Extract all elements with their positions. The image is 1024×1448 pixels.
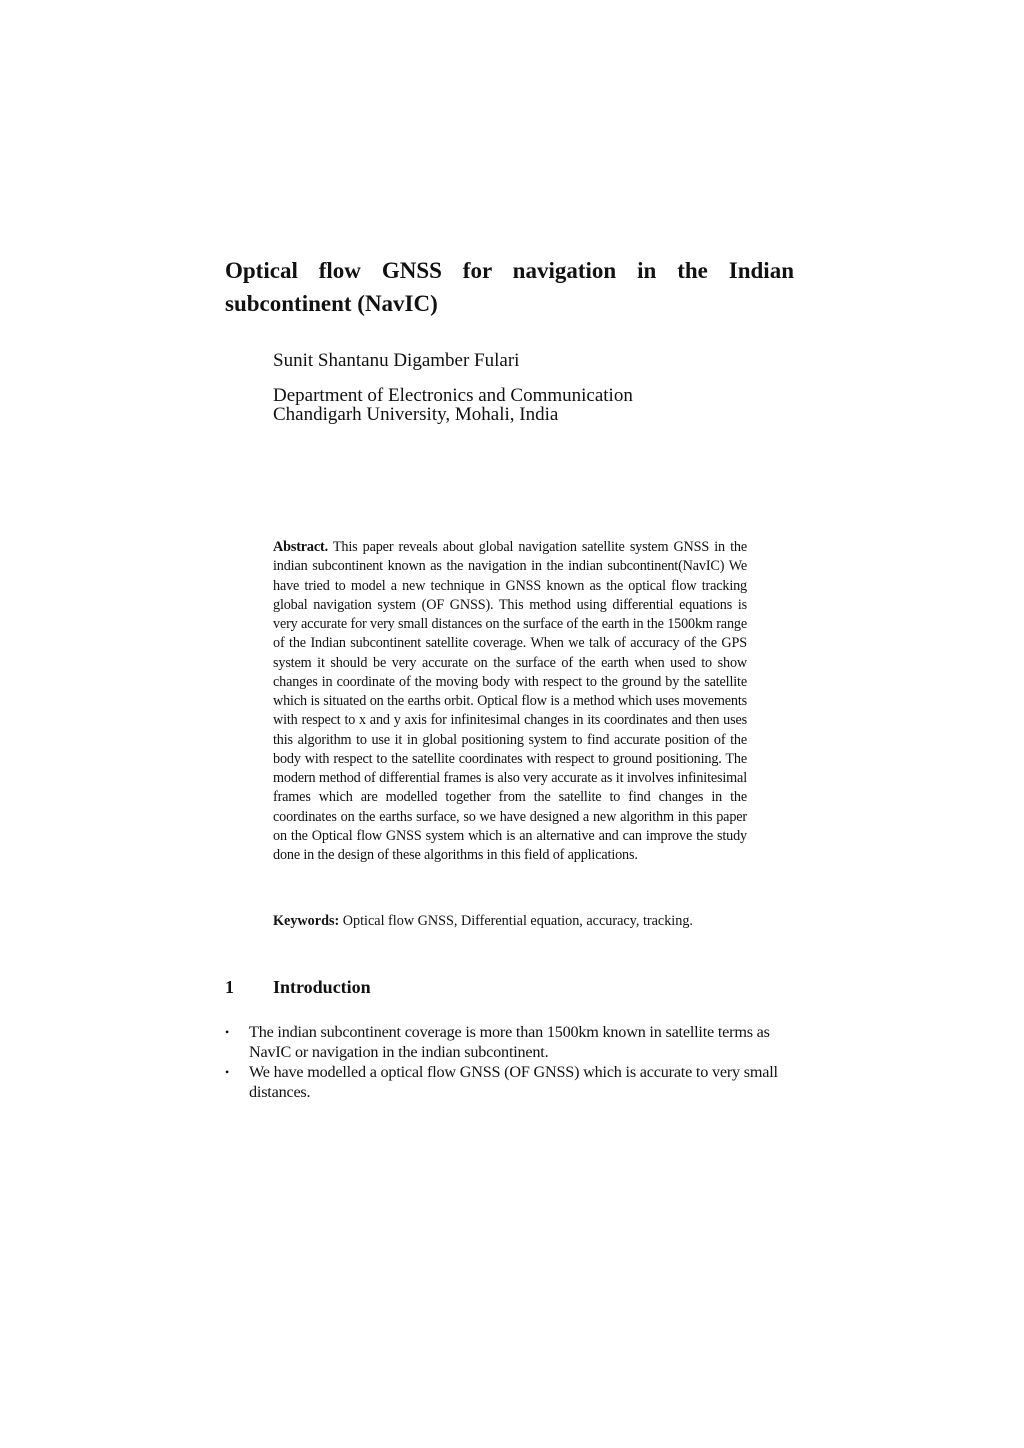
abstract-text: This paper reveals about global navigation satellite system GNSS in the indian subcontinent known as the navigation in the indian subcontinent(NavIC) We have tried to model a new technique in GNSS known as the optical flow tracking global navigation system (OF GNSS). This method using differential equations is very accurate for very small distances on the surface of the earth in the 1500km range of the Indian subcontinent satellite coverage. When we talk of accuracy of the GPS system it should be very accurate on the surface of the earth when used to show changes in coordinate of the moving body with respect to the ground by the satellite which is situated on the earths orbit. Optical flow is a method which uses movements with respect to x and y axis for infinitesimal changes in its coordinates and then uses this algorithm to use it in global positioning system to find accurate position of the body with respect to the satellite coordinates with respect to ground positioning. The modern method of differential frames is also very accurate as it involves infinitesimal frames which are modelled together from the satellite to find changes in the coordinates on the earths surface, so we have designed a new algorithm in this paper on the Optical flow GNSS system which is an alternative and can improve the study done in the design of these algorithms in this field of applications. [273,539,748,863]
section-number: 1 [225,977,234,997]
keywords [273,912,753,931]
section-heading-introduction [225,976,371,998]
abstract [273,538,747,865]
keywords-label: Keywords: [273,913,340,929]
section-title: Introduction [273,977,371,997]
bullet-text: We have modelled a optical flow GNSS (OF GNSS) which is accurate to very small distances. [249,1063,778,1101]
bullet-text: The indian subcontinent coverage is more than 1500km known in satellite terms as NavIC or navigation in the indian subcontinent. [249,1023,770,1061]
list-item [225,1062,795,1102]
keywords-text: Optical flow GNSS, Differential equation, accuracy, tracking. [342,913,693,929]
introduction-bullet-list [225,1022,795,1102]
author-name: Sunit Shantanu Digamber Fulari [273,350,520,371]
bullet-marker: • [225,1065,230,1079]
bullet-marker: • [225,1025,230,1039]
affiliation [273,386,633,424]
paper-title: Optical flow GNSS for navigation in the Indian subcontinent (NavIC) [225,258,794,316]
abstract-label: Abstract. [273,539,328,555]
affiliation-department: Department of Electronics and Communication [273,385,633,406]
list-item [225,1022,795,1062]
affiliation-institution: Chandigarh University, Mohali, India [273,404,559,425]
